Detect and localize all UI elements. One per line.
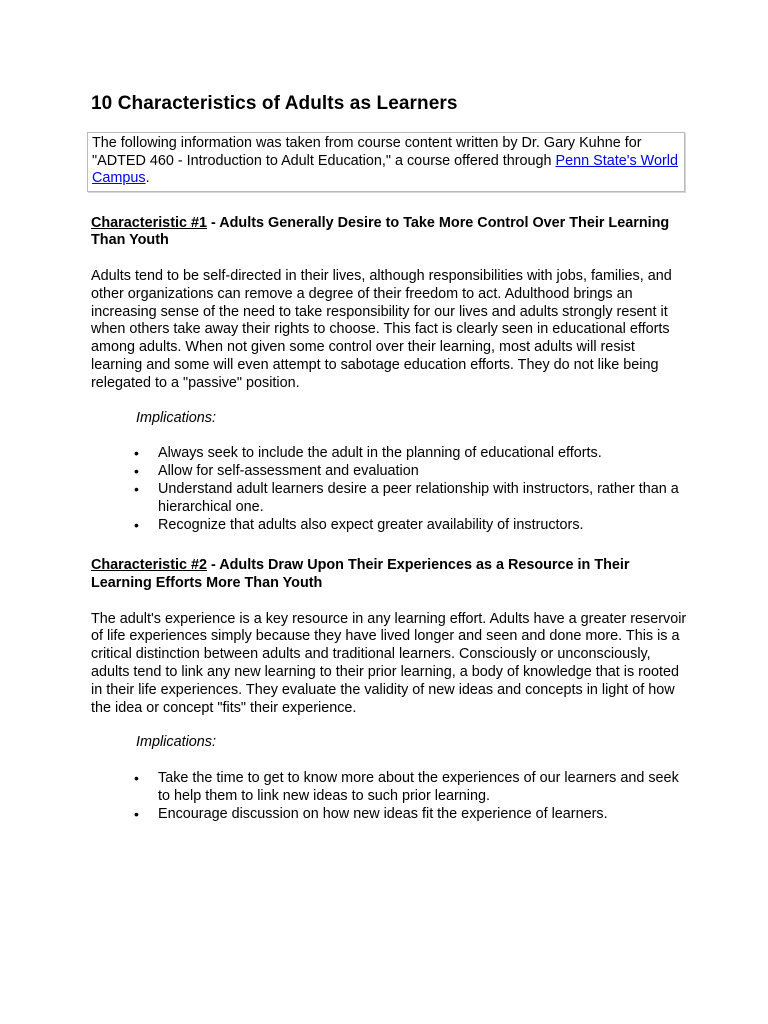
- list-item-text: Always seek to include the adult in the planning of educational efforts.: [158, 445, 602, 462]
- list-item: [91, 445, 687, 463]
- bullet-icon: •: [134, 480, 139, 497]
- characteristic-2-heading: [91, 557, 687, 592]
- list-item-text: Take the time to get to know more about the experiences of our learners and seek to help them to link new ideas to such prior learning.: [158, 770, 679, 804]
- bullet-icon: •: [134, 445, 139, 462]
- penn-state-world-campus-link[interactable]: Penn State's World Campus: [92, 152, 678, 187]
- characteristic-2-implications-label: Implications:: [136, 734, 216, 751]
- characteristic-1-title: - Adults Generally Desire to Take More Control Over Their Learning Than Youth: [91, 214, 670, 249]
- page-title: 10 Characteristics of Adults as Learners: [91, 93, 458, 114]
- characteristic-2-title: - Adults Draw Upon Their Experiences as a Resource in Their Learning Efforts More Than Youth: [91, 557, 630, 591]
- characteristic-1-number: Characteristic #1: [91, 214, 207, 231]
- characteristic-1-implications-label: Implications:: [136, 409, 216, 426]
- intro-box: [87, 132, 685, 192]
- document-page: [91, 92, 687, 823]
- characteristic-2-body: The adult's experience is a key resource in any learning effort. Adults have a greater reservoir of life experiences simply because they have lived longer and seen and done more. This is a critical distinction between adults and traditional learners. Consciously or unconsciously, adults tend to link any new learning to their prior learning, a body of knowledge that is rooted in their life experiences. They evaluate the validity of new ideas and concepts in light of how the idea or concept "fits" their experience.: [91, 610, 687, 716]
- bullet-icon: •: [134, 770, 139, 787]
- intro-end: .: [145, 170, 150, 187]
- list-item-text: Understand adult learners desire a peer relationship with instructors, rather than a hierarchical one.: [158, 480, 679, 515]
- bullet-icon: •: [134, 463, 139, 480]
- characteristic-2-number: Characteristic #2: [91, 557, 207, 574]
- intro-text: The following information was taken from course content written by Dr. Gary Kuhne for "ADTED 460 - Introduction to Adult Education," a course offered through: [92, 135, 642, 169]
- list-item: [91, 481, 687, 517]
- list-item: [91, 770, 687, 806]
- list-item: [91, 517, 687, 535]
- list-item-text: Allow for self-assessment and evaluation: [158, 463, 419, 480]
- list-item-text: Encourage discussion on how new ideas fit the experience of learners.: [158, 805, 608, 822]
- bullet-icon: •: [134, 516, 139, 533]
- characteristic-2-bullet-list: [91, 770, 687, 823]
- list-item: [91, 463, 687, 481]
- list-item: [91, 806, 687, 824]
- characteristic-1-heading: [91, 215, 687, 250]
- bullet-icon: •: [134, 805, 139, 822]
- characteristic-1-bullet-list: [91, 445, 687, 534]
- characteristic-1-body: Adults tend to be self-directed in their lives, although responsibilities with jobs, families, and other organizations can remove a degree of their freedom to act. Adulthood brings an increasing sense of the need to take responsibility for our lives and adults strongly resent it when others take away their rights to choose. This fact is clearly seen in educational efforts among adults. When not given some control over their learning, most adults will resist learning and some will even attempt to sabotage education efforts. They do not like being relegated to a "passive" position.: [91, 267, 672, 391]
- list-item-text: Recognize that adults also expect greater availability of instructors.: [158, 516, 584, 533]
